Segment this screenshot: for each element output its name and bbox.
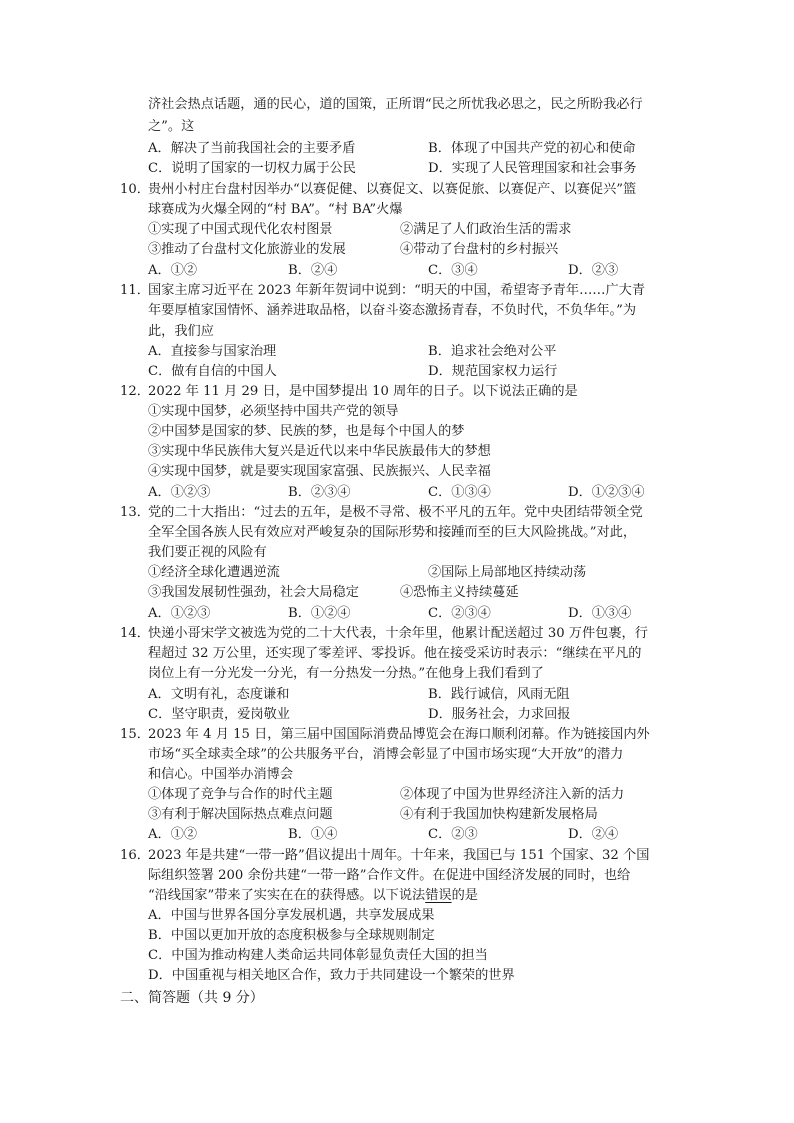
q14-line-1: 快递小哥宋学文被选为党的二十大代表，十余年里，他累计配送超过 30 万件包裹，行: [148, 626, 648, 641]
q12-item-3: ③实现中华民族伟大复兴是近代以来中华民族最伟大的梦想: [148, 444, 491, 459]
q12-item-4: ④实现中国梦，就是要实现国家富强、民族振兴、人民幸福: [148, 464, 491, 479]
q10-option-d: D．②③: [568, 263, 619, 278]
q14-option-a: A．文明有礼，态度谦和: [148, 687, 290, 702]
q12-option-c: C．①③④: [428, 485, 491, 500]
q11-line-3: 此，我们应: [148, 324, 214, 339]
q12-number: 12．: [120, 384, 150, 399]
q11-number: 11．: [120, 283, 150, 298]
q10-number: 10．: [120, 182, 150, 197]
q10-line-2: 球赛成为火爆全网的“村 BA”。“村 BA”火爆: [148, 202, 403, 217]
q15-item-1: ①体现了竞争与合作的时代主题: [148, 787, 333, 802]
q11-line-1: 国家主席习近平在 2023 年新年贺词中说到：“明天的中国，希望寄予青年……广大青: [148, 283, 646, 298]
q10-item-3: ③推动了台盘村文化旅游业的发展: [148, 242, 346, 257]
q16-line-2: 际组织签署 200 余份共建“一带一路”合作文件。在促进中国经济发展的同时，也给: [148, 868, 631, 883]
q14-option-d: D．服务社会，力求回报: [428, 707, 571, 722]
q12-option-d: D．①②③④: [568, 485, 645, 500]
q11-option-a: A．直接参与国家治理: [148, 344, 277, 359]
q10-option-b: B．②④: [288, 263, 338, 278]
q13-item-4: ④恐怖主义持续蔓延: [400, 585, 519, 600]
q16-option-a: A．中国与世界各国分享发展机遇，共享发展成果: [148, 908, 435, 923]
q14-option-c: C．坚守职责，爱岗敬业: [148, 707, 290, 722]
q16-number: 16．: [120, 848, 150, 863]
q11-option-d: D．规范国家权力运行: [428, 364, 558, 379]
q15-option-c: C．②③: [428, 827, 478, 842]
q12-line-1: 2022 年 11 月 29 日，是中国梦提出 10 周年的日子。以下说法正确的是: [148, 384, 578, 399]
q12-item-1: ①实现中国梦，必须坚持中国共产党的领导: [148, 404, 399, 419]
q15-line-2: 市场“买全球卖全球”的公共服务平台，消博会彰显了中国市场实现“大开放”的潜力: [148, 747, 624, 762]
q15-number: 15．: [120, 727, 150, 742]
q13-option-b: B．①②④: [288, 606, 351, 621]
q16-line-3: [148, 886, 478, 906]
q14-option-b: B．践行诚信，风雨无阻: [428, 687, 570, 702]
q12-option-a: A．①②③: [148, 485, 211, 500]
q15-option-a: A．①②: [148, 827, 198, 842]
q13-line-3: 我们要正视的风险有: [148, 545, 267, 560]
q13-option-a: A．①②③: [148, 606, 211, 621]
q14-line-2: 程超过 32 万公里，还实现了零差评、零投诉。他在接受采访时表示：“继续在平凡的: [148, 646, 642, 661]
q9-option-b: B．体现了中国共产党的初心和使命: [428, 141, 636, 156]
q10-option-a: A．①②: [148, 263, 198, 278]
q15-option-b: B．①④: [288, 827, 338, 842]
q15-item-2: ②体现了中国为世界经济注入新的活力: [400, 787, 625, 802]
q10-item-4: ④带动了台盘村的乡村振兴: [400, 242, 559, 257]
q9-option-d: D．实现了人民管理国家和社会事务: [428, 161, 637, 176]
q9-option-a: A．解决了当前我国社会的主要矛盾: [148, 141, 356, 156]
q10-option-c: C．③④: [428, 263, 478, 278]
q13-item-2: ②国际上局部地区持续动荡: [428, 565, 587, 580]
q12-item-2: ②中国梦是国家的梦、民族的梦，也是每个中国人的梦: [148, 424, 465, 439]
q16-line-3-suffix: 的是: [451, 888, 478, 903]
q13-line-1: 党的二十大指出：“过去的五年，是极不寻常、极不平凡的五年。党中央团结带领全党: [148, 505, 643, 520]
q16-line-1: 2023 年是共建“一带一路”倡议提出十周年。十年来，我国已与 151 个国家、32 个国: [148, 848, 650, 863]
q13-option-d: D．①③④: [568, 606, 632, 621]
q14-line-3: 岗位上有一分光发一分光，有一分热发一分热。”在他身上我们看到了: [148, 666, 544, 681]
q16-emphasis-word: 错误: [425, 888, 452, 903]
q16-line-3-prefix: “沿线国家”带来了实实在在的获得感。以下说法: [148, 888, 426, 903]
q15-line-1: 2023 年 4 月 15 日，第三届中国国际消费品博览会在海口顺利闭幕。作为链接国内外: [148, 727, 650, 742]
q10-item-2: ②满足了人们政治生活的需求: [400, 222, 572, 237]
q16-option-d: D．中国重视与相关地区合作，致力于共同建设一个繁荣的世界: [148, 968, 515, 983]
q13-item-1: ①经济全球化遭遇逆流: [148, 565, 280, 580]
q13-option-c: C．②③④: [428, 606, 491, 621]
q15-item-4: ④有利于我国加快构建新发展格局: [400, 807, 598, 822]
q10-item-1: ①实现了中国式现代化农村图景: [148, 222, 333, 237]
q14-number: 14．: [120, 626, 150, 641]
q12-option-b: B．②③④: [288, 485, 351, 500]
q10-line-1: 贵州小村庄台盘村因举办“以赛促健、以赛促文、以赛促旅、以赛促产、以赛促兴”篮: [148, 182, 637, 197]
q9-option-c: C．说明了国家的一切权力属于公民: [148, 161, 356, 176]
q13-item-3: ③我国发展韧性强劲，社会大局稳定: [148, 585, 359, 600]
q9-line-2: 之”。这: [148, 119, 195, 134]
q16-option-c: C．中国为推动构建人类命运共同体彰显负责任大国的担当: [148, 948, 488, 963]
q11-line-2: 年要厚植家国情怀、涵养进取品格，以奋斗姿态激扬青春，不负时代，不负华年。”为: [148, 303, 637, 318]
q11-option-c: C．做有自信的中国人: [148, 364, 277, 379]
q13-line-2: 全军全国各族人民有效应对严峻复杂的国际形势和接踵而至的巨大风险挑战。”对此，: [148, 525, 637, 540]
q15-item-3: ③有利于解决国际热点难点问题: [148, 807, 333, 822]
q9-line-1: 济社会热点话题，通的民心，道的国策，正所谓“民之所忧我必思之，民之所盼我必行: [148, 97, 643, 112]
q15-option-d: D．②④: [568, 827, 619, 842]
q11-option-b: B．追求社会绝对公平: [428, 344, 557, 359]
q15-line-3: 和信心。中国举办消博会: [148, 767, 294, 782]
q16-option-b: B．中国以更加开放的态度积极参与全球规则制定: [148, 928, 435, 943]
q13-number: 13．: [120, 505, 150, 520]
section-2-heading: 二、简答题（共 9 分）: [120, 990, 264, 1006]
